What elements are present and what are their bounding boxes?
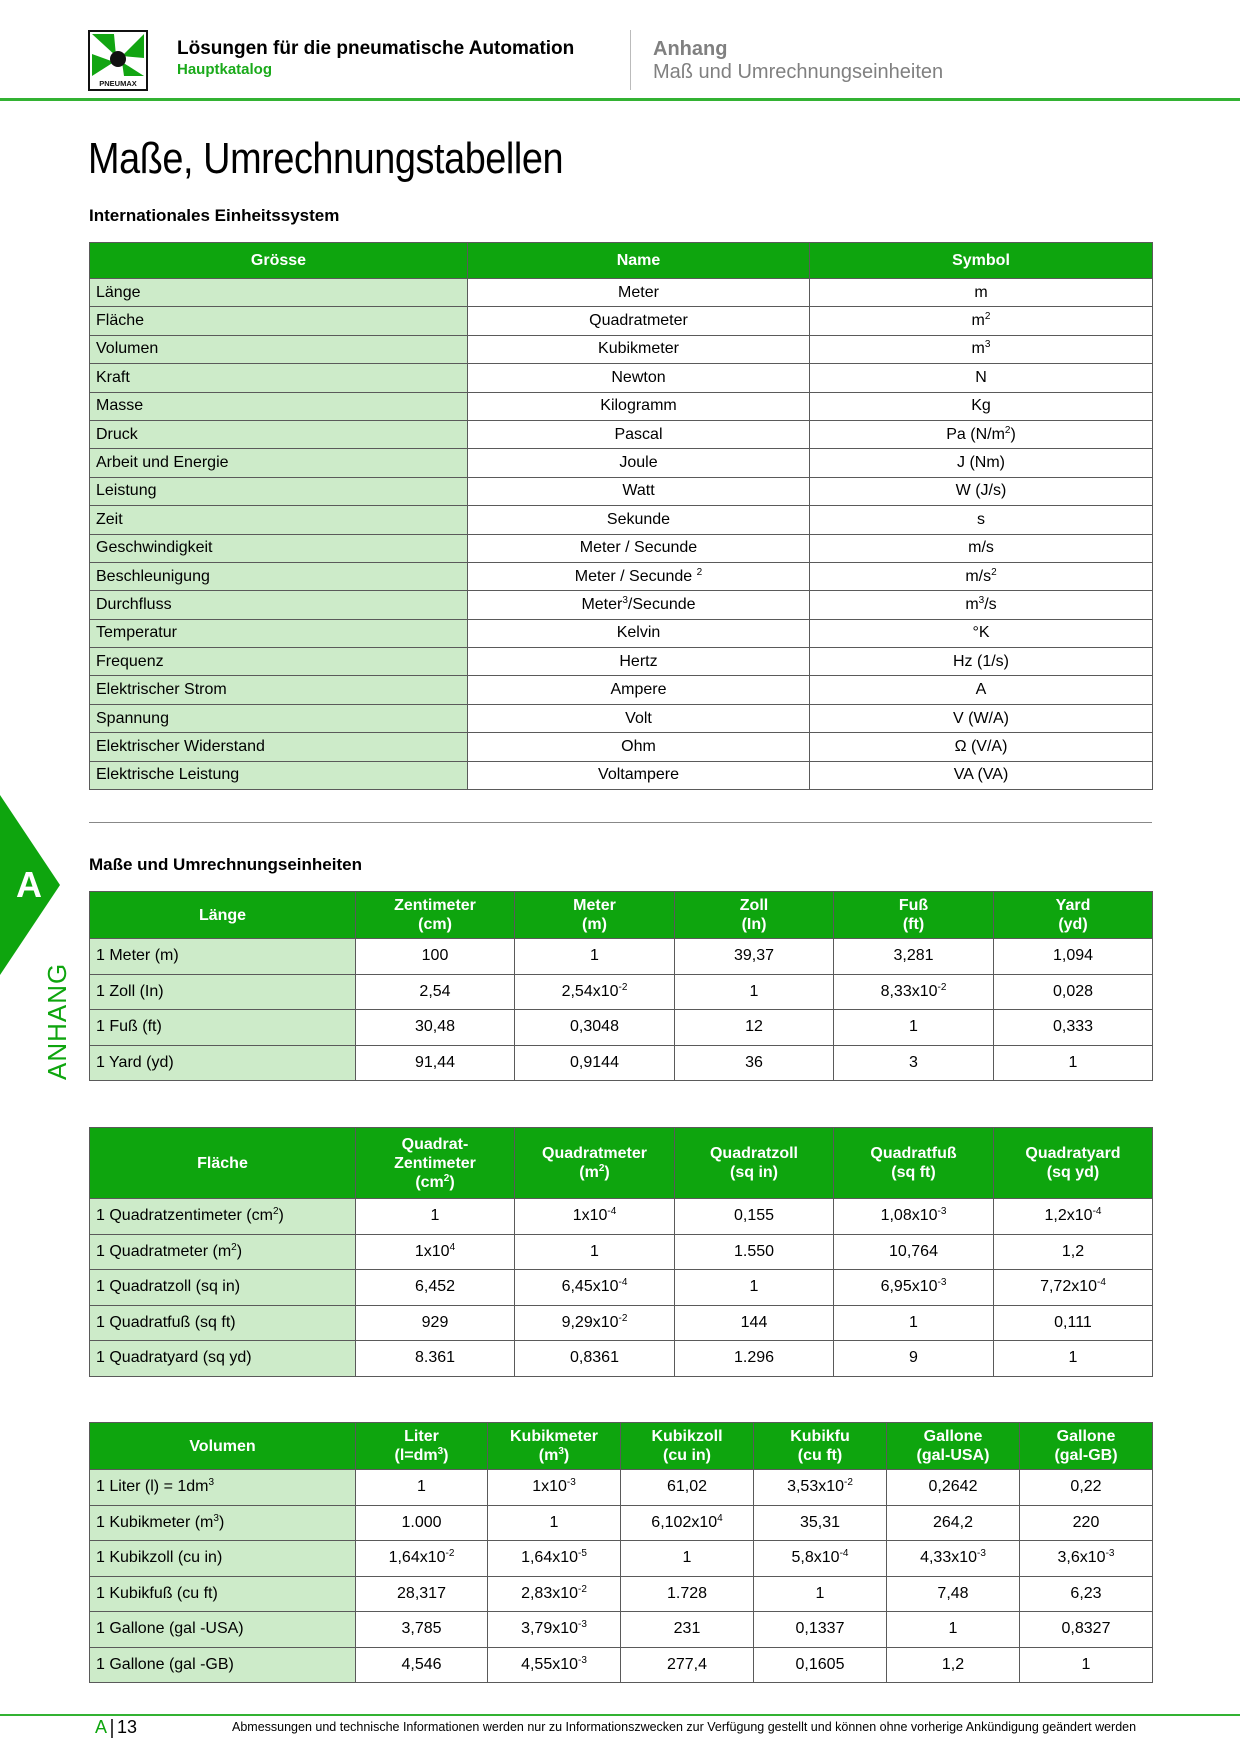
length-row-label: 1 Zoll (In) <box>90 974 356 1010</box>
volume-row-label: 1 Kubikfuß (cu ft) <box>90 1576 356 1612</box>
volume-cell: 277,4 <box>621 1647 754 1683</box>
volume-cell: 1 <box>488 1505 621 1541</box>
si-row-label: Elektrischer Widerstand <box>90 733 468 761</box>
volume-table-row <box>90 1612 1153 1648</box>
si-cell: Ω (V/A) <box>810 733 1153 761</box>
volume-cell: $4,33x10^{-3}$ <box>887 1541 1020 1577</box>
length-table-row <box>90 974 1153 1010</box>
si-row-label: Durchfluss <box>90 591 468 619</box>
si-cell: $m/s^2$ <box>810 562 1153 590</box>
si-cell: VA (VA) <box>810 761 1153 789</box>
volume-column-header: Kubikfu (cu ft) <box>754 1423 887 1470</box>
si-table-row <box>90 733 1153 761</box>
si-row-label: Frequenz <box>90 648 468 676</box>
length-cell: 0,333 <box>994 1010 1153 1046</box>
header-section-sub: Maß und Umrechnungseinheiten <box>653 61 944 83</box>
si-cell: Pa $(N/m^2)$ <box>810 420 1153 448</box>
area-row-label: 1 Quadratzoll (sq in) <box>90 1270 356 1306</box>
area-cell: 1 <box>994 1341 1153 1377</box>
area-cell: 1 <box>834 1305 994 1341</box>
length-cell: $2,54x10^{-2}$ <box>515 974 675 1010</box>
area-header-row <box>90 1128 1153 1199</box>
si-cell: Voltampere <box>468 761 810 789</box>
length-cell: 0,028 <box>994 974 1153 1010</box>
volume-row-label: 1 Gallone (gal -GB) <box>90 1647 356 1683</box>
volume-cell: 6,23 <box>1020 1576 1153 1612</box>
volume-cell: $3,53x10^{-2}$ <box>754 1470 887 1506</box>
si-row-label: Volumen <box>90 335 468 363</box>
length-cell: $8,33x10^{-2}$ <box>834 974 994 1010</box>
volume-cell: 0,22 <box>1020 1470 1153 1506</box>
length-cell: 1,094 <box>994 939 1153 975</box>
area-cell: $6,95x10^{-3}$ <box>834 1270 994 1306</box>
volume-cell: 0,2642 <box>887 1470 1020 1506</box>
length-cell: 12 <box>675 1010 834 1046</box>
volume-cell: $3,6x10^{-3}$ <box>1020 1541 1153 1577</box>
si-header-row <box>90 243 1153 279</box>
si-table-row <box>90 648 1153 676</box>
volume-cell: $1x10^{-3}$ <box>488 1470 621 1506</box>
volume-row-label: 1 Kubikmeter $(m^3)$ <box>90 1505 356 1541</box>
volume-cell: 4,546 <box>356 1647 488 1683</box>
volume-cell: 220 <box>1020 1505 1153 1541</box>
area-cell: $1,08x10^{-3}$ <box>834 1199 994 1235</box>
si-cell: Ampere <box>468 676 810 704</box>
si-table <box>89 242 1153 790</box>
volume-cell: 1 <box>754 1576 887 1612</box>
si-table-row <box>90 619 1153 647</box>
area-cell: 929 <box>356 1305 515 1341</box>
si-cell: $m^3/s$ <box>810 591 1153 619</box>
si-row-label: Masse <box>90 392 468 420</box>
si-cell: J (Nm) <box>810 449 1153 477</box>
length-cell: 1 <box>994 1045 1153 1081</box>
si-row-label: Spannung <box>90 704 468 732</box>
length-table <box>89 891 1153 1081</box>
volume-row-label: 1 Kubikzoll (cu in) <box>90 1541 356 1577</box>
area-table-row <box>90 1270 1153 1306</box>
area-cell: 9 <box>834 1341 994 1377</box>
si-row-label: Druck <box>90 420 468 448</box>
page-title: Maße, Umrechnungstabellen <box>88 134 564 183</box>
si-cell: A <box>810 676 1153 704</box>
si-cell: Kelvin <box>468 619 810 647</box>
length-cell: 91,44 <box>356 1045 515 1081</box>
header-rule <box>0 98 1240 101</box>
si-row-label: Länge <box>90 279 468 307</box>
si-cell: Meter <box>468 279 810 307</box>
volume-table-row <box>90 1541 1153 1577</box>
area-table-row <box>90 1199 1153 1235</box>
area-cell: 1,2 <box>994 1234 1153 1270</box>
length-cell: 3 <box>834 1045 994 1081</box>
si-cell: s <box>810 506 1153 534</box>
side-tab-letter: A <box>16 864 42 905</box>
section-divider <box>89 822 1152 823</box>
volume-cell: 264,2 <box>887 1505 1020 1541</box>
si-table-row <box>90 562 1153 590</box>
area-cell: 6,452 <box>356 1270 515 1306</box>
volume-table <box>89 1422 1153 1683</box>
si-table-row <box>90 364 1153 392</box>
volume-cell: 1,2 <box>887 1647 1020 1683</box>
volume-cell: 0,8327 <box>1020 1612 1153 1648</box>
si-row-label: Temperatur <box>90 619 468 647</box>
area-column-header: Fläche <box>90 1128 356 1199</box>
footer-section-letter: A <box>95 1717 108 1737</box>
area-cell: 1.550 <box>675 1234 834 1270</box>
volume-cell: 1.000 <box>356 1505 488 1541</box>
si-column-header: Name <box>468 243 810 279</box>
si-body <box>90 279 1153 790</box>
si-table-row <box>90 420 1153 448</box>
volume-cell: $2,83x10^{-2}$ <box>488 1576 621 1612</box>
length-cell: 0,9144 <box>515 1045 675 1081</box>
conversion-section-title: Maße und Umrechnungseinheiten <box>89 855 362 874</box>
area-cell: 1 <box>675 1270 834 1306</box>
length-column-header: Länge <box>90 892 356 939</box>
si-table-row <box>90 307 1153 335</box>
volume-column-header: Gallone (gal-GB) <box>1020 1423 1153 1470</box>
length-cell: 30,48 <box>356 1010 515 1046</box>
length-cell: 2,54 <box>356 974 515 1010</box>
volume-row-label: 1 Liter $(l) = 1dm^3$ <box>90 1470 356 1506</box>
si-cell: Quadratmeter <box>468 307 810 335</box>
si-row-label: Elektrischer Strom <box>90 676 468 704</box>
area-cell: 144 <box>675 1305 834 1341</box>
si-cell: $m^3$ <box>810 335 1153 363</box>
pneumax-logo-icon <box>90 32 146 89</box>
si-cell: Meter / Secunde <box>468 534 810 562</box>
si-column-header: Symbol <box>810 243 1153 279</box>
volume-cell: $1,64x10^{-5}$ <box>488 1541 621 1577</box>
length-cell: 1 <box>515 939 675 975</box>
si-row-label: Geschwindigkeit <box>90 534 468 562</box>
catalog-title: Lösungen für die pneumatische Automation <box>177 38 575 59</box>
volume-column-header: Volumen <box>90 1423 356 1470</box>
length-cell: 0,3048 <box>515 1010 675 1046</box>
volume-cell: 1 <box>621 1541 754 1577</box>
area-cell: 0,111 <box>994 1305 1153 1341</box>
si-cell: Volt <box>468 704 810 732</box>
volume-cell: $5,8x10^{-4}$ <box>754 1541 887 1577</box>
volume-table-row <box>90 1576 1153 1612</box>
si-cell: Kubikmeter <box>468 335 810 363</box>
si-cell: Kg <box>810 392 1153 420</box>
area-cell: 10,764 <box>834 1234 994 1270</box>
si-row-label: Kraft <box>90 364 468 392</box>
area-table-row <box>90 1305 1153 1341</box>
si-row-label: Beschleunigung <box>90 562 468 590</box>
si-cell: N <box>810 364 1153 392</box>
length-table-row <box>90 1010 1153 1046</box>
volume-cell: 3,785 <box>356 1612 488 1648</box>
side-tab-label: ANHANG <box>42 962 72 1080</box>
length-cell: 100 <box>356 939 515 975</box>
si-table-row <box>90 591 1153 619</box>
area-cell: 1 <box>356 1199 515 1235</box>
volume-table-row <box>90 1470 1153 1506</box>
volume-cell: $3,79x10^{-3}$ <box>488 1612 621 1648</box>
si-table-row <box>90 534 1153 562</box>
area-column-header: Quadratmeter $(m^2)$ <box>515 1128 675 1199</box>
si-cell: Hertz <box>468 648 810 676</box>
volume-cell: 1 <box>887 1612 1020 1648</box>
length-body <box>90 939 1153 1081</box>
length-column-header: Meter (m) <box>515 892 675 939</box>
si-row-label: Arbeit und Energie <box>90 449 468 477</box>
si-cell: Watt <box>468 477 810 505</box>
si-row-label: Zeit <box>90 506 468 534</box>
si-row-label: Fläche <box>90 307 468 335</box>
volume-header-row <box>90 1423 1153 1470</box>
area-cell: $9,29x10^{-2}$ <box>515 1305 675 1341</box>
volume-cell: $6,102x10^4$ <box>621 1505 754 1541</box>
area-column-header: Quadrat- Zentimeter $(cm^2)$ <box>356 1128 515 1199</box>
si-table-row <box>90 335 1153 363</box>
si-cell: °K <box>810 619 1153 647</box>
area-row-label: 1 Quadratfuß (sq ft) <box>90 1305 356 1341</box>
area-cell: 8.361 <box>356 1341 515 1377</box>
length-row-label: 1 Fuß (ft) <box>90 1010 356 1046</box>
si-table-row <box>90 392 1153 420</box>
volume-cell: 0,1605 <box>754 1647 887 1683</box>
volume-cell: 35,31 <box>754 1505 887 1541</box>
length-column-header: Fuß (ft) <box>834 892 994 939</box>
si-column-header: Grösse <box>90 243 468 279</box>
si-row-label: Elektrische Leistung <box>90 761 468 789</box>
area-cell: $1x10^4$ <box>356 1234 515 1270</box>
volume-table-row <box>90 1505 1153 1541</box>
si-section-title: Internationales Einheitssystem <box>89 206 340 225</box>
area-cell: $7,72x10^{-4}$ <box>994 1270 1153 1306</box>
volume-cell: 1 <box>356 1470 488 1506</box>
area-table-row <box>90 1341 1153 1377</box>
volume-cell: $1,64x10^{-2}$ <box>356 1541 488 1577</box>
logo-brand-text: PNEUMAX <box>99 79 137 88</box>
area-cell: 1.296 <box>675 1341 834 1377</box>
si-cell: Sekunde <box>468 506 810 534</box>
length-cell: 3,281 <box>834 939 994 975</box>
pneumax-logo <box>88 30 148 91</box>
volume-table-row <box>90 1647 1153 1683</box>
area-cell: $1x10^{-4}$ <box>515 1199 675 1235</box>
volume-row-label: 1 Gallone (gal -USA) <box>90 1612 356 1648</box>
volume-column-header: Kubikzoll (cu in) <box>621 1423 754 1470</box>
catalog-subtitle: Hauptkatalog <box>177 61 273 78</box>
area-column-header: Quadratyard (sq yd) <box>994 1128 1153 1199</box>
area-cell: 1 <box>515 1234 675 1270</box>
length-cell: 39,37 <box>675 939 834 975</box>
length-column-header: Zoll (In) <box>675 892 834 939</box>
area-column-header: Quadratzoll (sq in) <box>675 1128 834 1199</box>
length-column-header: Zentimeter (cm) <box>356 892 515 939</box>
footer-disclaimer: Abmessungen und technische Informationen werden nur zu Informationszwecken zur Verfügung gestellt und können ohne vorherige Ankündigung geändert werden <box>232 1720 1137 1734</box>
si-table-row <box>90 279 1153 307</box>
si-cell: $m^2$ <box>810 307 1153 335</box>
length-table-row <box>90 1045 1153 1081</box>
si-cell: Meter / Secunde $^2$ <box>468 562 810 590</box>
si-table-row <box>90 676 1153 704</box>
si-cell: V (W/A) <box>810 704 1153 732</box>
volume-cell: 231 <box>621 1612 754 1648</box>
si-row-label: Leistung <box>90 477 468 505</box>
volume-cell: $4,55x10^{-3}$ <box>488 1647 621 1683</box>
si-cell: m/s <box>810 534 1153 562</box>
area-table <box>89 1127 1153 1377</box>
si-table-row <box>90 449 1153 477</box>
volume-cell: 28,317 <box>356 1576 488 1612</box>
page-number: 13 <box>117 1717 138 1737</box>
si-table-row <box>90 761 1153 789</box>
area-column-header: Quadratfuß (sq ft) <box>834 1128 994 1199</box>
si-cell: Pascal <box>468 420 810 448</box>
length-cell: 1 <box>675 974 834 1010</box>
area-table-row <box>90 1234 1153 1270</box>
area-cell: 0,8361 <box>515 1341 675 1377</box>
si-table-row <box>90 704 1153 732</box>
volume-cell: 0,1337 <box>754 1612 887 1648</box>
volume-cell: 61,02 <box>621 1470 754 1506</box>
area-cell: 0,155 <box>675 1199 834 1235</box>
si-cell: Joule <box>468 449 810 477</box>
area-row-label: 1 Quadratzentimeter $(cm^2)$ <box>90 1199 356 1235</box>
si-cell: Hz (1/s) <box>810 648 1153 676</box>
volume-cell: 7,48 <box>887 1576 1020 1612</box>
si-table-row <box>90 477 1153 505</box>
header-separator <box>630 30 631 90</box>
volume-body <box>90 1470 1153 1683</box>
length-column-header: Yard (yd) <box>994 892 1153 939</box>
length-cell: 36 <box>675 1045 834 1081</box>
length-row-label: 1 Yard (yd) <box>90 1045 356 1081</box>
volume-column-header: Liter $(l=dm^3)$ <box>356 1423 488 1470</box>
length-cell: 1 <box>834 1010 994 1046</box>
volume-column-header: Kubikmeter $(m^3)$ <box>488 1423 621 1470</box>
footer-rule <box>0 1714 1240 1716</box>
si-cell: Ohm <box>468 733 810 761</box>
si-cell: Newton <box>468 364 810 392</box>
length-table-row <box>90 939 1153 975</box>
si-cell: Kilogramm <box>468 392 810 420</box>
volume-cell: 1.728 <box>621 1576 754 1612</box>
volume-cell: 1 <box>1020 1647 1153 1683</box>
area-row-label: 1 Quadratyard (sq yd) <box>90 1341 356 1377</box>
si-table-row <box>90 506 1153 534</box>
length-header-row <box>90 892 1153 939</box>
si-cell: m <box>810 279 1153 307</box>
area-cell: $1,2x10^{-4}$ <box>994 1199 1153 1235</box>
area-row-label: 1 Quadratmeter $(m^2)$ <box>90 1234 356 1270</box>
area-body <box>90 1199 1153 1377</box>
header-section: Anhang <box>653 38 728 60</box>
length-row-label: 1 Meter (m) <box>90 939 356 975</box>
volume-column-header: Gallone (gal-USA) <box>887 1423 1020 1470</box>
si-cell: Meter$^3$/Secunde <box>468 591 810 619</box>
si-cell: W (J/s) <box>810 477 1153 505</box>
area-cell: $6,45x10^{-4}$ <box>515 1270 675 1306</box>
footer-divider <box>111 1719 113 1738</box>
